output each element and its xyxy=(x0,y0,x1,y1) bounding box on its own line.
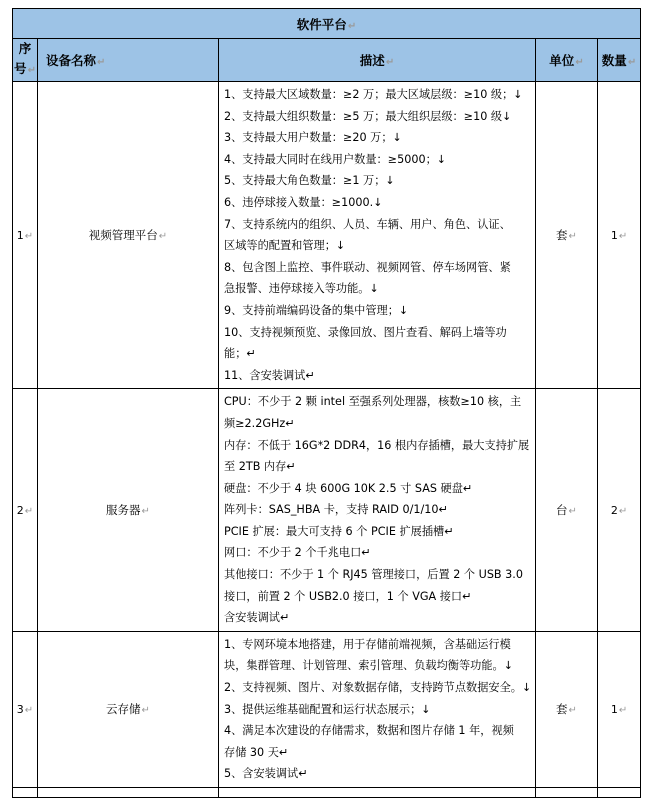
description-line: 频≥2.2GHz↵ xyxy=(224,416,295,430)
partial-cell xyxy=(598,788,641,798)
row-quantity xyxy=(598,389,641,632)
description-line: 含安装调试↵ xyxy=(224,611,290,625)
row-unit xyxy=(536,389,598,632)
paragraph-mark-icon: ↵ xyxy=(27,65,36,76)
table-row xyxy=(13,631,641,787)
column-header-description xyxy=(219,39,536,82)
description-line: 1、支持最大区域数量：≥2 万；最大区域层级：≥10 级；↓ xyxy=(224,88,523,101)
description-line: 10、支持视频预览、录像回放、图片查看、解码上墙等功 xyxy=(224,325,507,339)
table-row-partial xyxy=(13,788,641,798)
paragraph-mark-icon: ↵ xyxy=(618,704,628,716)
partial-cell xyxy=(38,788,219,798)
description-line: CPU：不少于 2 颗 intel 至强系列处理器，核数≥10 核，主 xyxy=(224,395,522,409)
unit-text: 台 xyxy=(556,503,568,518)
device-name-text: 视频管理平台 xyxy=(88,228,158,243)
row-seq xyxy=(13,389,38,632)
description-line: PCIE 扩展：最大可支持 6 个 PCIE 扩展插槽↵ xyxy=(224,524,454,538)
unit-header-text: 单位 xyxy=(549,53,575,68)
name-header-text: 设备名称 xyxy=(46,53,97,68)
paragraph-mark-icon: ↵ xyxy=(618,505,628,517)
description-line: 6、违停球接入数量：≥1000.↓ xyxy=(224,195,383,209)
description-line: 4、满足本次建设的存储需求，数据和图片存储 1 年，视频 xyxy=(224,724,514,738)
paragraph-mark-icon: ↵ xyxy=(568,231,577,243)
unit-text: 套 xyxy=(556,228,568,243)
description-line: 区域等的配置和管理；↓ xyxy=(224,239,346,253)
device-name-text: 服务器 xyxy=(106,503,141,518)
description-line: 块，集群管理、计划管理、索引管理、负载均衡等功能。↓ xyxy=(224,659,514,673)
description-line: 1、专网环境本地搭建，用于存储前端视频，含基础运行模 xyxy=(224,637,511,651)
description-line: 7、支持系统内的组织、人员、车辆、用户、角色、认证、 xyxy=(224,217,511,231)
description-line: 存储 30 天↵ xyxy=(224,745,289,759)
description-line: 3、支持最大用户数量：≥20 万；↓ xyxy=(224,131,402,145)
paragraph-mark-icon: ↵ xyxy=(97,57,106,68)
row-unit xyxy=(536,631,598,787)
description-line: 11、含安装调试↵ xyxy=(224,368,315,382)
partial-cell xyxy=(13,788,38,798)
paragraph-mark-icon: ↵ xyxy=(141,705,150,717)
partial-cell xyxy=(219,788,536,798)
column-header-unit xyxy=(536,39,598,82)
description-line: 2、支持视频、图片、对象数据存储，支持跨节点数据安全。↓ xyxy=(224,681,532,695)
table-row xyxy=(13,82,641,389)
paragraph-mark-icon: ↵ xyxy=(158,231,168,243)
seq-text: 2 xyxy=(16,503,24,517)
description-line: 其他接口：不少于 1 个 RJ45 管理接口，后置 2 个 USB 3.0 xyxy=(224,568,523,582)
seq-header-line2: 号 xyxy=(14,61,27,76)
paragraph-mark-icon: ↵ xyxy=(141,506,150,518)
description-line: 4、支持最大同时在线用户数量：≥5000；↓ xyxy=(224,152,447,166)
row-description xyxy=(219,631,536,787)
paragraph-mark-icon: ↵ xyxy=(24,704,34,716)
paragraph-mark-icon: ↵ xyxy=(627,57,637,68)
paragraph-mark-icon: ↵ xyxy=(618,230,628,242)
description-header-text: 描述 xyxy=(359,53,385,68)
paragraph-mark-icon: ↵ xyxy=(347,20,357,32)
description-line: 硬盘：不少于 4 块 600G 10K 2.5 寸 SAS 硬盘↵ xyxy=(224,481,473,495)
seq-text: 1 xyxy=(16,228,24,242)
seq-header-line1: 序 xyxy=(18,41,32,56)
row-seq xyxy=(13,631,38,787)
column-header-quantity xyxy=(598,39,641,82)
column-header-seq xyxy=(13,39,38,82)
row-device-name xyxy=(38,82,219,389)
description-line: 9、支持前端编码设备的集中管理；↓ xyxy=(224,303,409,317)
row-description xyxy=(219,82,536,389)
quantity-text: 1 xyxy=(610,228,618,242)
description-line: 3、提供运维基础配置和运行状态展示；↓ xyxy=(224,702,431,716)
description-line: 2、支持最大组织数量：≥5 万；最大组织层级：≥10 级↓ xyxy=(224,109,512,123)
paragraph-mark-icon: ↵ xyxy=(24,505,34,517)
table-row xyxy=(13,389,641,632)
description-line: 能；↵ xyxy=(224,347,256,361)
description-line: 至 2TB 内存↵ xyxy=(224,460,296,474)
quantity-text: 1 xyxy=(610,702,618,716)
table-title-row xyxy=(13,9,641,39)
paragraph-mark-icon: ↵ xyxy=(568,705,577,717)
device-name-text: 云存储 xyxy=(106,702,141,717)
table-title-text: 软件平台 xyxy=(296,16,347,32)
row-quantity xyxy=(598,82,641,389)
row-device-name xyxy=(38,631,219,787)
quantity-text: 2 xyxy=(610,503,618,517)
row-quantity xyxy=(598,631,641,787)
quantity-header-text: 数量 xyxy=(601,53,627,68)
row-unit xyxy=(536,82,598,389)
description-line: 5、含安装调试↵ xyxy=(224,767,308,781)
row-device-name xyxy=(38,389,219,632)
table-title xyxy=(13,9,641,39)
column-header-row xyxy=(13,39,641,82)
row-seq xyxy=(13,82,38,389)
description-line: 8、包含图上监控、事件联动、视频网管、停车场网管、紧 xyxy=(224,260,511,274)
partial-cell xyxy=(536,788,598,798)
seq-text: 3 xyxy=(16,702,24,716)
paragraph-mark-icon: ↵ xyxy=(385,57,395,68)
row-description xyxy=(219,389,536,632)
column-header-name xyxy=(38,39,219,82)
description-line: 接口，前置 2 个 USB2.0 接口，1 个 VGA 接口↵ xyxy=(224,589,472,603)
unit-text: 套 xyxy=(556,702,568,717)
paragraph-mark-icon: ↵ xyxy=(568,506,577,518)
description-line: 阵列卡：SAS_HBA 卡，支持 RAID 0/1/10↵ xyxy=(224,503,448,517)
description-line: 5、支持最大角色数量：≥1 万；↓ xyxy=(224,174,395,188)
description-line: 网口：不少于 2 个千兆电口↵ xyxy=(224,546,371,560)
description-line: 急报警、违停球接入等功能。↓ xyxy=(224,282,379,296)
description-line: 内存：不低于 16G*2 DDR4，16 根内存插槽，最大支持扩展 xyxy=(224,438,530,452)
paragraph-mark-icon: ↵ xyxy=(575,57,584,68)
paragraph-mark-icon: ↵ xyxy=(24,230,34,242)
software-platform-table xyxy=(12,8,641,798)
